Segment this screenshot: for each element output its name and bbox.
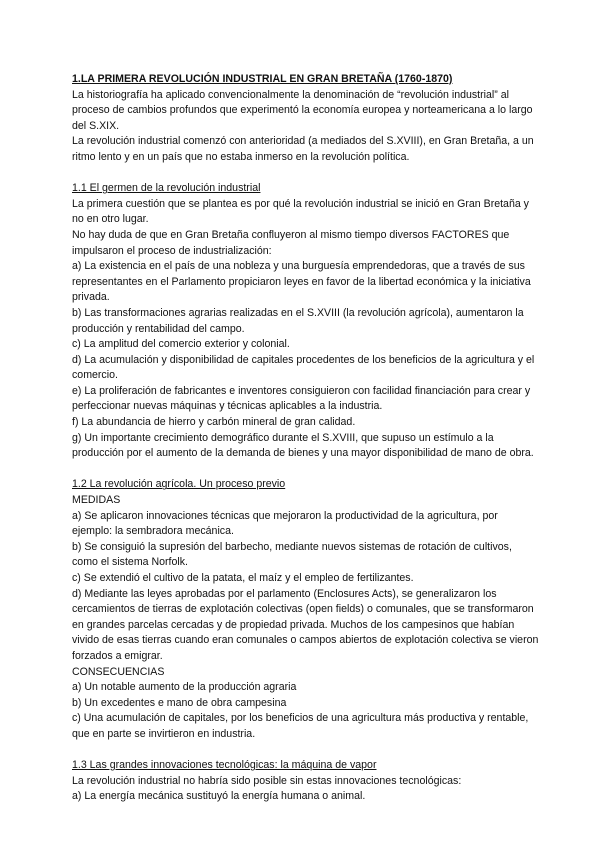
section-1-heading: 1.1 El germen de la revolución industrial — [72, 182, 261, 195]
section-2-consequence-a: a) Un notable aumento de la producción agraria — [72, 681, 297, 694]
section-1-paragraph: No hay duda de que en Gran Bretaña confluyeron al mismo tiempo diversos FACTORES que impulsaron el proceso de industrialización: — [72, 228, 510, 257]
document-title: 1.LA PRIMERA REVOLUCIÓN INDUSTRIAL EN GRAN BRETAÑA (1760-1870) — [72, 73, 453, 85]
intro-paragraph-2: La revolución industrial comenzó con anterioridad (a mediados del S.XVIII), en Gran Bretaña, a un ritmo lento y en un país que no estaba inmerso en la revolución política. — [72, 135, 534, 163]
section-2-consequence-c: c) Una acumulación de capitales, por los beneficios de una agricultura más productiva y rentable, que en parte se invirtieron en industria. — [72, 712, 529, 740]
section-3-paragraph: La revolución industrial no habría sido posible sin estas innovaciones tecnológicas: — [72, 774, 462, 787]
spacer — [72, 166, 540, 182]
section-2-label-consecuencias: CONSECUENCIAS — [72, 665, 165, 678]
section-2-measure-d: d) Mediante las leyes aprobadas por el parlamento (Enclosures Acts), se generalizaron los cercamientos de tierras de explotación colectivas (open fields) o comunales, que se transformaron en grandes parcelas cercadas y de propiedad privada. Muchos de los campesinos que habían vivido de esas tierras cuando eran comunales o campos abiertos de explotación colectiva se vieron forzados a emigrar. — [72, 587, 539, 662]
section-3-item-a: a) La energía mecánica sustituyó la energía humana o animal. — [72, 790, 366, 803]
section-2-measure-a: a) Se aplicaron innovaciones técnicas que mejoraron la productividad de la agricultura, por ejemplo: la sembradora mecánica. — [72, 509, 498, 538]
spacer — [72, 743, 540, 759]
section-1-factor-e: e) La proliferación de fabricantes e inventores consiguieron con facilidad financiación para crear y perfeccionar nuevas máquinas y técnicas aplicables a la industria. — [72, 384, 531, 413]
section-1-factor-g: g) Un importante crecimiento demográfico durante el S.XVIII, que supuso un estímulo a la producción por el aumento de la demanda de bienes y una mayor disponibilidad de mano de obra. — [72, 431, 534, 460]
spacer — [72, 462, 540, 478]
section-1-factor-c: c) La amplitud del comercio exterior y colonial. — [72, 338, 290, 351]
section-1-factor-a: a) La existencia en el país de una nobleza y una burguesía emprendedoras, que a través de sus representantes en el Parlamento propiciaron leyes en favor de la libertad económica y la iniciativa privada. — [72, 260, 531, 304]
section-1-paragraph: La primera cuestión que se plantea es por qué la revolución industrial se inició en Gran Bretaña y no en otro lugar. — [72, 197, 529, 226]
section-2-consequence-b: b) Un excedentes e mano de obra campesina — [72, 696, 287, 709]
section-1-factor-d: d) La acumulación y disponibilidad de capitales procedentes de los beneficios de la agricultura y el comercio. — [72, 353, 535, 382]
section-1-factor-b: b) Las transformaciones agrarias realizadas en el S.XVIII (la revolución agrícola), aumentaron la producción y rentabilidad del campo. — [72, 306, 524, 335]
section-2-heading: 1.2 La revolución agrícola. Un proceso previo — [72, 478, 286, 491]
section-2-measure-c: c) Se extendió el cultivo de la patata, el maíz y el empleo de fertilizantes. — [72, 572, 414, 584]
section-2-label-medidas: MEDIDAS — [72, 494, 121, 507]
section-3-heading: 1.3 Las grandes innovaciones tecnológicas: la máquina de vapor — [72, 759, 377, 772]
section-1-factor-f: f) La abundancia de hierro y carbón mineral de gran calidad. — [72, 416, 356, 429]
intro-paragraph-1: La historiografía ha aplicado convencionalmente la denominación de “revolución industrial” al proceso de cambios profundos que experimentó la economía europea y norteamericana a lo largo del S.XIX. — [72, 88, 533, 132]
section-2-measure-b: b) Se consiguió la supresión del barbecho, mediante nuevos sistemas de rotación de cultivos, como el sistema Norfolk. — [72, 540, 512, 569]
